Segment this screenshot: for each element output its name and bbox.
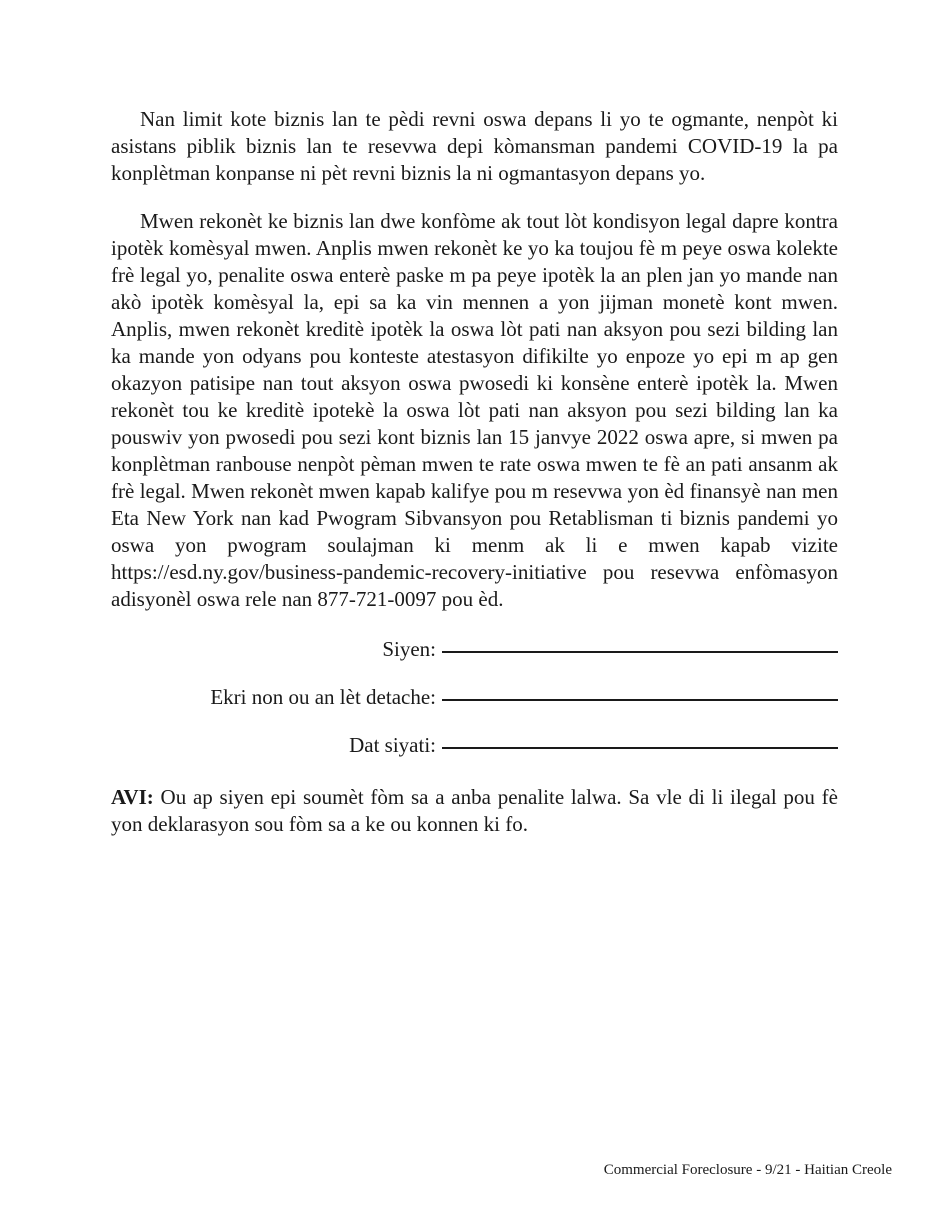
print-name-label: Ekri non ou an lèt detache:: [210, 685, 436, 709]
notice-heading: AVI:: [111, 785, 154, 809]
date-label: Dat siyati:: [349, 733, 436, 757]
print-name-row: [111, 684, 838, 732]
signature-block: [111, 636, 838, 780]
date-row: [111, 732, 838, 780]
page-footer: Commercial Foreclosure - 9/21 - Haitian Creole: [603, 1162, 892, 1178]
signature-line[interactable]: [442, 650, 838, 653]
signature-label: Siyen:: [382, 637, 436, 661]
paragraph-acknowledgement: Mwen rekonèt ke biznis lan dwe konfòme ak tout lòt kondisyon legal dapre kontra ipotèk komèsyal mwen. Anplis mwen rekonèt ke yo ka toujou fè m peye oswa kolekte frè legal yo, penalite oswa enterè paske m pa peye ipotèk la an plen jan yo mande nan akò ipotèk komèsyal la, epi sa ka vin mennen a yon jijman monetè kont mwen. Anplis, mwen rekonèt kreditè ipotèk la oswa lòt pati nan aksyon pou sezi bilding lan ka mande yon odyans pou konteste atestasyon difikilte yo enpoze yo epi m ap gen okazyon patisipe nan tout aksyon oswa pwosedi ki konsène enterè ipotèk la. Mwen rekonèt tou ke kreditè ipotekè la oswa lòt pati nan aksyon pou sezi bilding lan ka pouswiv yon pwosedi pou sezi kont biznis lan 15 janvye 2022 oswa apre, si mwen pa konplètman ranbouse nenpòt pèman mwen te rate oswa mwen te fè an pati ansanm ak frè legal. Mwen rekonèt mwen kapab kalifye pou m resevwa yon èd finansyè nan men Eta New York nan kad Pwogram Sibvansyon pou Retablisman ti biznis pandemi yo oswa yon pwogram soulajman ki menm ak li e mwen kapab vizite https://esd.ny.gov/business-pandemic-recovery-initiative pou resevwa enfòmasyon adisyonèl oswa rele nan 877-721-0097 pou èd.: [111, 209, 838, 611]
signature-row: [111, 636, 838, 684]
print-name-line[interactable]: [442, 698, 838, 701]
notice-paragraph: [111, 784, 838, 838]
paragraph-expenses: Nan limit kote biznis lan te pèdi revni oswa depans li yo te ogmante, nenpòt ki asistans piblik biznis lan te resevwa depi kòmansman pandemi COVID-19 la pa konplètman konpanse ni pèt revni biznis la ni ogmantasyon depans yo.: [111, 107, 838, 185]
document-body: [111, 106, 838, 838]
date-line[interactable]: [442, 746, 838, 749]
notice-text: Ou ap siyen epi soumèt fòm sa a anba penalite lalwa. Sa vle di li ilegal pou fè yon deklarasyon sou fòm sa a ke ou konnen ki fo.: [111, 785, 838, 836]
